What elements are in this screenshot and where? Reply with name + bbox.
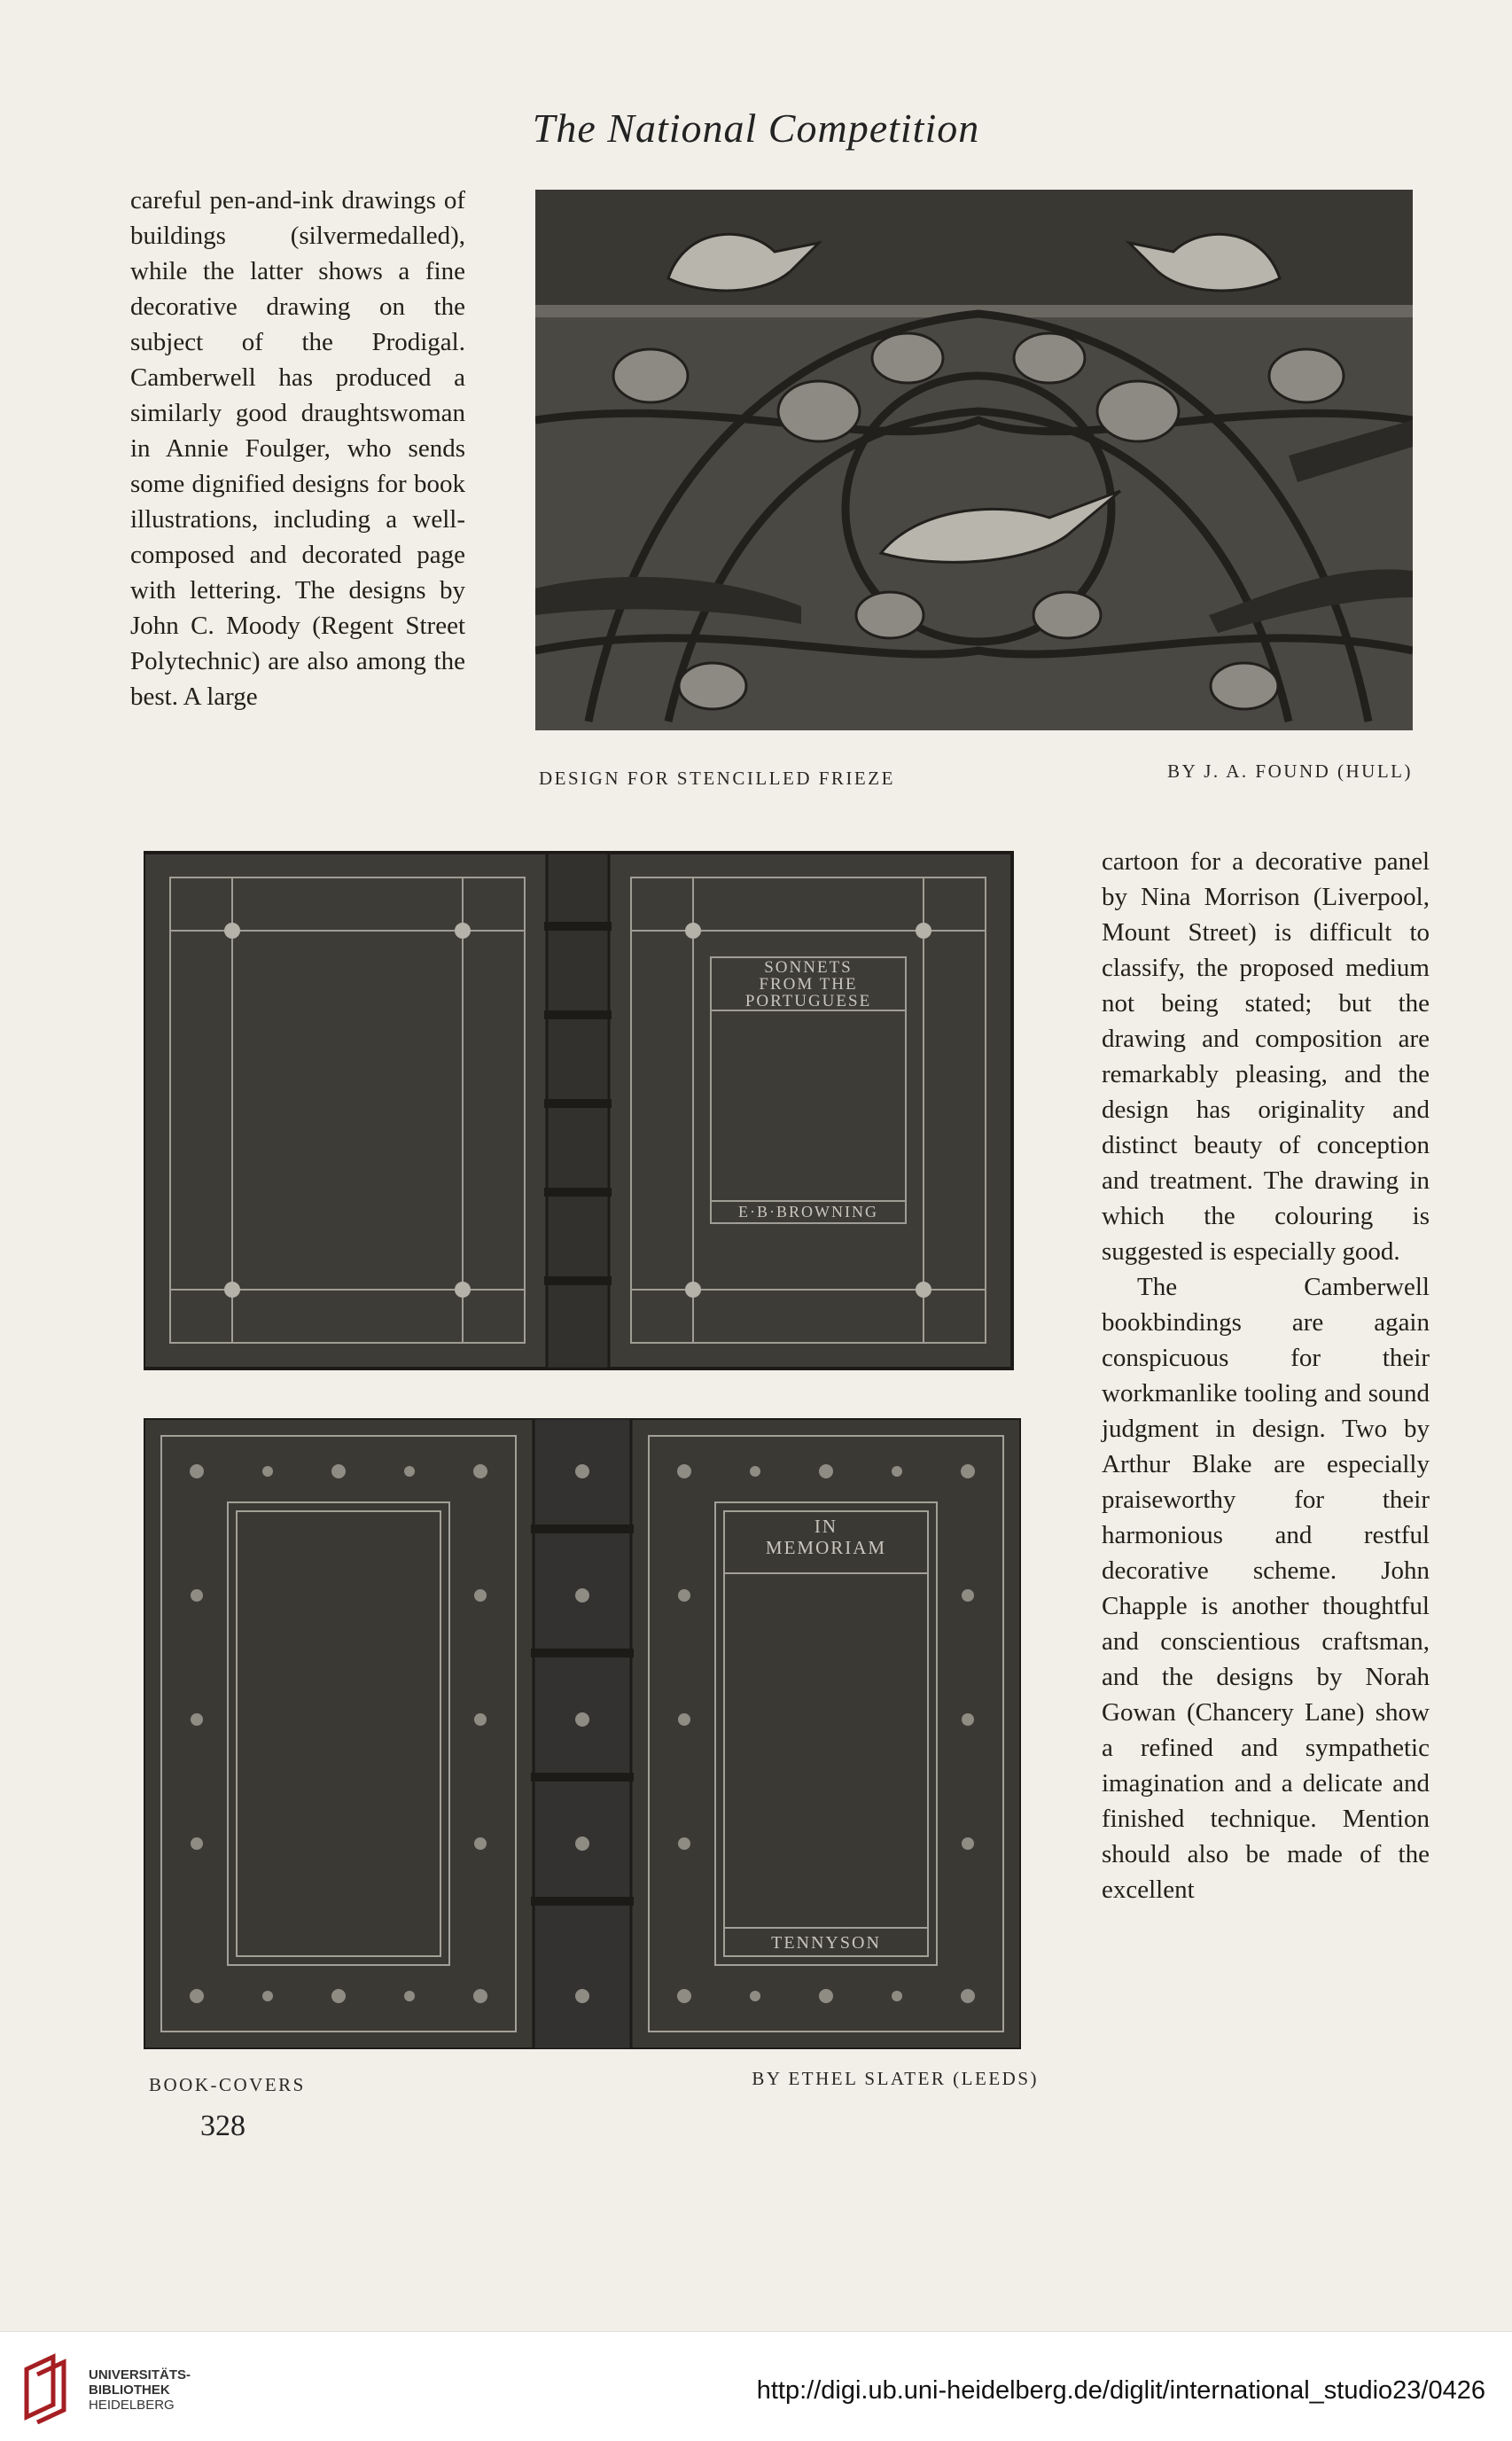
- right-paragraph-1: cartoon for a decorative panel by Nina Morrison (Liverpool, Mount Street) is difficult to classify, the proposed medium not being stated; but the drawing and composition are remarkably pleasing, and the design has originality and distinct beauty of conception and treatment. The drawing in which the colouring is suggested is especially good.: [1102, 847, 1430, 1266]
- book-cover-sonnets: [144, 842, 1017, 1370]
- book1-author: E·B·BROWNING: [738, 1203, 878, 1220]
- left-text-column: [130, 183, 465, 714]
- logo-line: BIBLIOTHEK: [89, 2383, 170, 2398]
- book-cover-in-memoriam: [144, 1418, 1021, 2049]
- logo-line: HEIDELBERG: [89, 2398, 175, 2413]
- permalink-url[interactable]: http://digi.ub.uni-heidelberg.de/diglit/international_studio23/0426: [756, 2376, 1485, 2405]
- book2-author: TENNYSON: [771, 1933, 881, 1953]
- page-title: The National Competition: [532, 105, 980, 151]
- book1-title: [713, 959, 903, 1010]
- book1-title-line: PORTUGUESE: [744, 992, 872, 1010]
- book2-title: [724, 1516, 928, 1558]
- left-column-text: careful pen-and-ink drawings of buildings (silvermedalled), while the latter shows a fine decorative drawing on the subject of the Prodigal. Camberwell has produced a similarly good draughtswoman in Annie Foulger, who sends some dignified designs for book illustrations, including a well-composed and decorated page with lettering. The designs by John C. Moody (Regent Street Polytechnic) are also among the best. A large: [130, 186, 465, 711]
- right-paragraph-2: The Camberwell bookbindings are again conspicuous for their workmanlike tooling and sound judgment in design. Two by Arthur Blake are especially praiseworthy for their harmonious and restful decorative scheme. John Chapple is another thoughtful and conscientious craftsman, and the designs by Norah Gowan (Chancery Lane) show a refined and sympathetic imagination and a delicate and finished technique. Mention should also be made of the excellent: [1102, 1273, 1430, 1904]
- frieze-credit: BY J. A. FOUND (HULL): [1167, 760, 1413, 782]
- library-footer: [0, 2331, 1512, 2441]
- books-caption: BOOK-COVERS: [149, 2074, 306, 2095]
- book2-title-line: IN: [814, 1516, 838, 1537]
- book1-title-line: SONNETS: [764, 958, 853, 977]
- book2-title-line: MEMORIAM: [765, 1537, 887, 1558]
- page-number: 328: [200, 2110, 246, 2142]
- library-logo-icon: [19, 2351, 78, 2424]
- book1-title-line: FROM THE: [759, 975, 858, 994]
- logo-line: UNIVERSITÄTS-: [89, 2367, 191, 2383]
- frieze-caption: DESIGN FOR STENCILLED FRIEZE: [539, 768, 895, 789]
- frieze-image: [535, 190, 1413, 730]
- right-text-column: [1102, 844, 1430, 1907]
- books-credit: BY ETHEL SLATER (LEEDS): [752, 2068, 1039, 2089]
- library-logo-text: [89, 2367, 191, 2413]
